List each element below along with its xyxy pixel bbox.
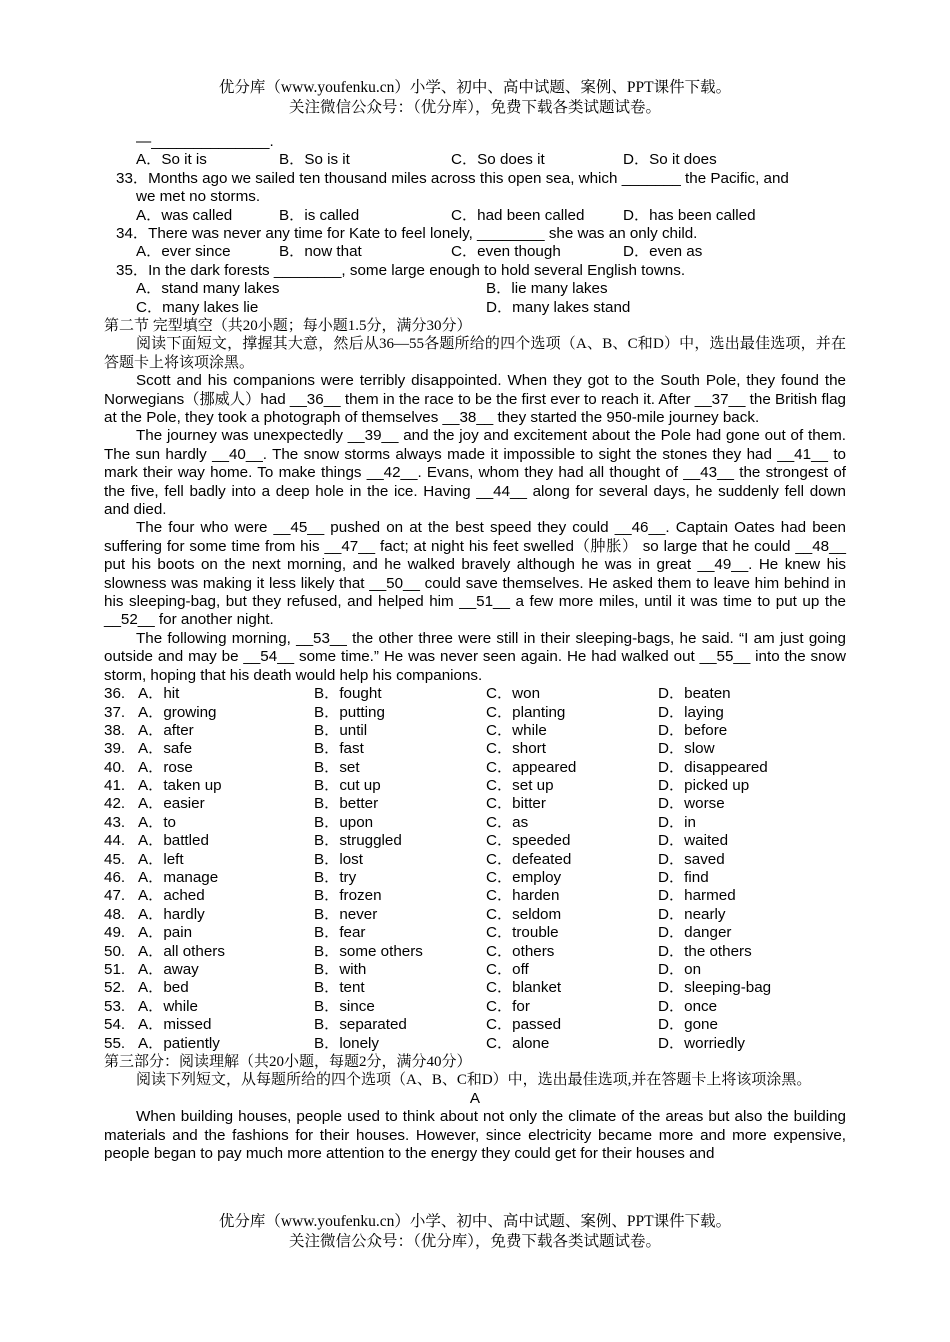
option-a: A．battled [138, 832, 209, 850]
option-b: B．try [314, 869, 357, 887]
option-b: B．better [314, 795, 379, 813]
option-c: C．harden [486, 887, 560, 905]
option-d: D．worse [658, 795, 725, 813]
option-c: C．for [486, 997, 530, 1015]
option-c: C．even though [451, 243, 561, 261]
option-a: A．hit [138, 685, 180, 703]
option-d: D．So it does [623, 151, 717, 169]
option-d: D．harmed [658, 887, 736, 905]
option-d: D．even as [623, 243, 703, 261]
question-number: 50. [104, 942, 126, 960]
option-b: B．is called [279, 206, 360, 224]
question-number: 38. [104, 721, 126, 739]
cloze-option-row [104, 998, 846, 1016]
option-a: A．ached [138, 887, 205, 905]
option-d: D．find [658, 869, 709, 887]
option-b: B．separated [314, 1016, 407, 1034]
option-a: A．bed [138, 979, 189, 997]
option-c: C．short [486, 740, 546, 758]
question-number: 55. [104, 1034, 126, 1052]
option-b: B．lonely [314, 1034, 379, 1052]
option-d: D．picked up [658, 777, 750, 795]
option-a: A．patiently [138, 1034, 220, 1052]
option-a: A．to [138, 813, 176, 831]
option-c: C．while [486, 721, 547, 739]
q34-text: 34．There was never any time for Kate to feel lonely, ________ she was an only child. [116, 225, 698, 242]
option-c: C．appeared [486, 758, 577, 776]
question-number: 47. [104, 887, 126, 905]
option-b: B．since [314, 997, 375, 1015]
question-number: 54. [104, 1016, 126, 1034]
option-c: C．won [486, 685, 541, 703]
cloze-option-row [104, 979, 846, 997]
passage-paragraph-2: The journey was unexpectedly __39__ and the joy and excitement about the Pole had gone out of them. The sun hardly __40__. The snow storms always made it impossible to sight the stones they had __41__ to mark their way home. To make things __42__. Evans, whom they had all thought of __43__ the strongest of the five, fell badly into a deep hole in the ice. Having __44__ along for several days, he suddenly fell down and died. [104, 427, 846, 519]
option-b: B．until [314, 721, 368, 739]
q35-text: 35．In the dark forests ________, some large enough to hold several English towns. [116, 261, 686, 279]
question-number: 51. [104, 960, 126, 978]
option-d: D．gone [658, 1016, 718, 1034]
reading-passage-a: When building houses, people used to think about not only the climate of the areas but also the building materials and the fashions for their houses. However, since electricity became more and more expensive, people began to pay much more attention to the energy they could get for their houses and [104, 1108, 846, 1162]
option-b: B．So is it [279, 151, 350, 169]
option-d: D．nearly [658, 905, 726, 923]
option-d: D．once [658, 997, 718, 1015]
question-number: 48. [104, 905, 126, 923]
option-b: B．cut up [314, 777, 381, 795]
option-c: C．had been called [451, 206, 585, 224]
cloze-option-row [104, 722, 846, 740]
option-a: A．was called [136, 206, 233, 224]
option-a: A．manage [138, 869, 219, 887]
option-d: D．danger [658, 924, 732, 942]
option-a: A．safe [138, 740, 193, 758]
option-a: A．growing [138, 703, 217, 721]
option-a: A．pain [138, 924, 193, 942]
passage-paragraph-4: The following morning, __53__ the other three were still in their sleeping-bags, he said. “I am just going outside and may be __54__ some time.” He was never seen again. He had walked out __55__ into the snow storm, hoping that his death would help his companions. [104, 629, 846, 684]
cloze-option-row [104, 887, 846, 905]
option-d: D．in [658, 813, 696, 831]
cloze-option-row [104, 943, 846, 961]
option-b: B．tent [314, 979, 365, 997]
option-b: B．with [314, 960, 367, 978]
option-d: D．worriedly [658, 1034, 745, 1052]
footer-line-2: 关注微信公众号：（优分库），免费下载各类试题试卷。 [288, 1233, 661, 1250]
q33-text-cont: we met no storms. [136, 188, 261, 206]
question-number: 37. [104, 703, 126, 721]
option-a: A．left [138, 850, 184, 868]
cloze-option-row [104, 851, 846, 869]
option-b: B．fast [314, 740, 364, 758]
cloze-option-row [104, 924, 846, 942]
option-d: D．has been called [623, 206, 756, 224]
section3-title: 第三部分：阅读理解（共20小题，每题2分，满分40分） [104, 1053, 472, 1070]
cloze-option-row [104, 906, 846, 924]
cloze-option-row [104, 777, 846, 795]
header-line-1: 优分库（www.youfenku.cn）小学、初中、高中试题、案例、PPT课件下载。 [218, 79, 732, 96]
option-a: A．while [138, 997, 198, 1015]
question-number: 43. [104, 813, 126, 831]
option-c: C．passed [486, 1016, 562, 1034]
option-a: A．away [138, 960, 199, 978]
option-c: C．blanket [486, 979, 562, 997]
option-d: D．on [658, 960, 702, 978]
option-b: B．now that [279, 243, 362, 261]
option-b: B．struggled [314, 832, 402, 850]
option-d: D．waited [658, 832, 729, 850]
option-a: A．taken up [138, 777, 222, 795]
cloze-option-row [104, 814, 846, 832]
cloze-option-row [104, 832, 846, 850]
section2-instructions: 阅读下面短文，撑握其大意，然后从36—55各题所给的四个选项（A、B、C和D）中，选出最佳选项，并在答题卡上将该项涂黑。 [104, 336, 846, 371]
question-number: 39. [104, 740, 126, 758]
option-c: C．alone [486, 1034, 550, 1052]
cloze-options-list [104, 685, 846, 1053]
passage-paragraph-3: The four who were __45__ pushed on at the best speed they could __46__. Captain Oates had been suffering for some time from his __47__ fact; at night his feet swelled（肿胀） so large that he could __48__ put his boots on the next morning, and he walked bravely although he was in great __49__. He knew his slowness was making it less likely that __50__ could save themselves. He asked them to leave him behind in his sleeping-bag, but they refused, and helped him __51__ a few more miles, until it was time to put up the __52__ for another night. [104, 519, 846, 629]
question-number: 41. [104, 777, 126, 795]
cloze-option-row [104, 1016, 846, 1034]
question-number: 44. [104, 832, 126, 850]
option-a: A．after [138, 721, 194, 739]
cloze-option-row [104, 961, 846, 979]
option-c: C．employ [486, 869, 562, 887]
cloze-option-row [104, 795, 846, 813]
question-number: 45. [104, 850, 126, 868]
cloze-option-row [104, 759, 846, 777]
q32-blank: —______________. [136, 133, 274, 150]
option-a: A．stand many lakes [136, 280, 280, 298]
option-b: B．fear [314, 924, 366, 942]
option-b: B．lie many lakes [486, 280, 608, 298]
section3-instructions: 阅读下列短文，从每题所给的四个选项（A、B、C和D）中，选出最佳选项,并在答题卡上将该项涂黑。 [136, 1072, 812, 1089]
option-c: C．seldom [486, 905, 562, 923]
cloze-option-row [104, 1035, 846, 1053]
option-d: D．beaten [658, 685, 731, 703]
option-b: B．putting [314, 703, 385, 721]
option-c: C．trouble [486, 924, 559, 942]
option-c: C．off [486, 960, 529, 978]
option-c: C．bitter [486, 795, 546, 813]
option-b: B．set [314, 758, 360, 776]
cloze-option-row [104, 685, 846, 703]
option-c: C．as [486, 813, 529, 831]
option-d: D．slow [658, 740, 715, 758]
option-c: C．defeated [486, 850, 572, 868]
option-a: A．easier [138, 795, 205, 813]
option-d: D．many lakes stand [486, 298, 631, 316]
section2-title: 第二节 完型填空（共20小题；每小题1.5分，满分30分） [104, 317, 472, 334]
option-b: B．fought [314, 685, 382, 703]
option-b: B．never [314, 905, 378, 923]
cloze-option-row [104, 869, 846, 887]
option-c: C．speeded [486, 832, 571, 850]
passage-label: A [469, 1089, 481, 1107]
option-c: C．planting [486, 703, 566, 721]
option-a: A．ever since [136, 243, 231, 261]
question-number: 49. [104, 924, 126, 942]
option-d: D．sleeping-bag [658, 979, 772, 997]
option-d: D．the others [658, 942, 752, 960]
footer-line-1: 优分库（www.youfenku.cn）小学、初中、高中试题、案例、PPT课件下载。 [218, 1213, 732, 1230]
option-d: D．disappeared [658, 758, 768, 776]
question-number: 42. [104, 795, 126, 813]
option-d: D．saved [658, 850, 725, 868]
option-a: A．rose [138, 758, 193, 776]
header-line-2: 关注微信公众号：（优分库），免费下载各类试题试卷。 [288, 99, 661, 116]
option-b: B．frozen [314, 887, 382, 905]
option-a: A．hardly [138, 905, 205, 923]
exam-content [104, 133, 846, 1163]
question-number: 46. [104, 869, 126, 887]
question-number: 40. [104, 758, 126, 776]
option-b: B．some others [314, 942, 423, 960]
q32-options [104, 151, 846, 169]
q33-text: 33．Months ago we sailed ten thousand miles across this open sea, which _______ the Pacific, and [116, 169, 789, 187]
option-d: D．laying [658, 703, 724, 721]
option-a: A．So it is [136, 151, 207, 169]
passage-paragraph-1: Scott and his companions were terribly disappointed. When they got to the South Pole, they found the Norwegians（挪威人）had __36__ them in the race to be the first ever to reach it. After __37__ the British flag at the Pole, they took a photograph of themselves __38__ they started the 950-mile journey back. [104, 372, 846, 427]
q33-options [104, 207, 846, 225]
q35-options-row2 [104, 299, 846, 317]
option-a: A．all others [138, 942, 225, 960]
option-c: C．So does it [451, 151, 545, 169]
option-c: C．set up [486, 777, 554, 795]
option-a: A．missed [138, 1016, 212, 1034]
question-number: 53. [104, 997, 126, 1015]
cloze-option-row [104, 740, 846, 758]
question-number: 36. [104, 685, 126, 703]
question-number: 52. [104, 979, 126, 997]
cloze-option-row [104, 704, 846, 722]
option-c: C．others [486, 942, 555, 960]
option-b: B．upon [314, 813, 374, 831]
option-c: C．many lakes lie [136, 298, 259, 316]
q35-options-row1 [104, 280, 846, 298]
option-d: D．before [658, 721, 728, 739]
q34-options [104, 243, 846, 261]
option-b: B．lost [314, 850, 363, 868]
